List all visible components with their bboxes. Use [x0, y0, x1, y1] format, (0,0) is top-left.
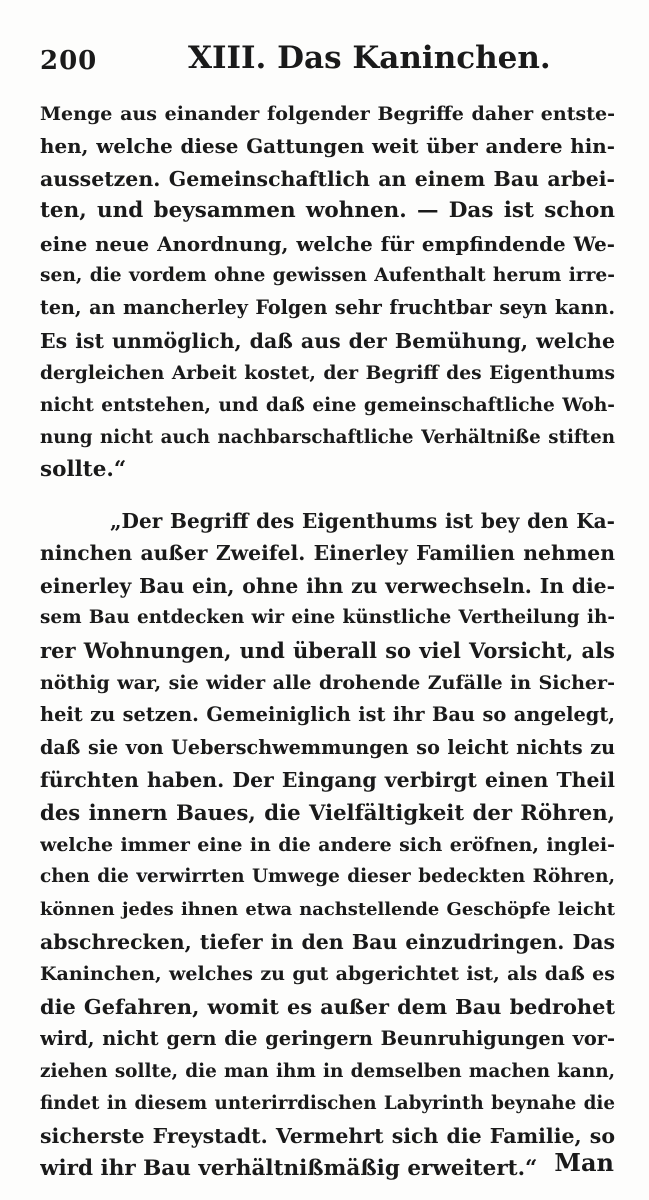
- text-line: Es ist unmöglich, daß aus der Bemühung, welche: [40, 328, 615, 353]
- text-line: sollte.“: [40, 457, 127, 483]
- text-line: können jedes ihnen etwa nachstellende Geschöpfe leicht: [40, 898, 615, 920]
- text-line: sem Bau entdecken wir eine künstliche Vertheilung ih-: [40, 607, 615, 629]
- text-line: sen, die vordem ohne gewissen Aufenthalt herum irre-: [40, 264, 615, 286]
- text-line: chen die verwirrten Umwege dieser bedeckten Röhren,: [40, 866, 615, 888]
- text-line: hen, welche diese Gattungen weit über andere hin-: [40, 134, 615, 159]
- text-line: eine neue Anordnung, welche für empfindende We-: [40, 231, 615, 256]
- page-number: 200: [40, 46, 98, 76]
- catchword: Man: [554, 1148, 614, 1177]
- text-line: dergleichen Arbeit kostet, der Begriff des Eigenthums: [40, 362, 615, 385]
- text-line: die Gefahren, womit es außer dem Bau bedrohet: [40, 993, 615, 1019]
- text-line: Menge aus einander folgender Begriffe daher entste-: [40, 103, 615, 125]
- text-line: aussetzen. Gemeinschaftlich an einem Bau arbei-: [40, 166, 615, 191]
- text-line: nung nicht auch nachbarschaftliche Verhältniße stiften: [40, 426, 615, 448]
- page-header: [40, 40, 620, 84]
- text-line: welche immer eine in die andere sich eröfnen, inglei-: [40, 833, 615, 856]
- text-line: heit zu setzen. Gemeiniglich ist ihr Bau so angelegt,: [40, 703, 615, 727]
- text-line: abschrecken, tiefer in den Bau einzudringen. Das: [40, 930, 615, 955]
- text-line: daß sie von Ueberschwemmungen so leicht nichts zu: [40, 735, 615, 759]
- text-line: ziehen sollte, die man ihm in demselben machen kann,: [40, 1060, 615, 1082]
- text-line: wird, nicht gern die geringern Beunruhigungen vor-: [40, 1027, 615, 1051]
- text-line: „Der Begriff des Eigenthums ist bey den Ka-: [110, 509, 615, 533]
- text-line: rer Wohnungen, und überall so viel Vorsicht, als: [40, 637, 615, 663]
- text-line: ninchen außer Zweifel. Einerley Familien nehmen: [40, 541, 615, 566]
- text-line: wird ihr Bau verhältnißmäßig erweitert.“: [40, 1155, 538, 1181]
- text-line: einerley Bau ein, ohne ihn zu verwechseln. In die-: [40, 573, 615, 598]
- paragraph-2: [40, 505, 615, 1185]
- text-line: nicht entstehen, und daß eine gemeinschaftliche Woh-: [40, 394, 615, 416]
- text-line: Kaninchen, welches zu gut abgerichtet ist, als daß es: [40, 963, 615, 986]
- paragraph-1: [40, 98, 615, 487]
- text-line: fürchten haben. Der Eingang verbirgt einen Theil: [40, 768, 615, 793]
- text-line: sicherste Freystadt. Vermehrt sich die Familie, so: [40, 1124, 615, 1149]
- text-line: des innern Baues, die Vielfältigkeit der Röhren,: [40, 799, 615, 825]
- text-line: ten, und beysammen wohnen. — Das ist schon: [40, 198, 615, 224]
- text-line: nöthig war, sie wider alle drohende Zufälle in Sicher-: [40, 671, 615, 694]
- text-line: ten, an mancherley Folgen sehr fruchtbar seyn kann.: [40, 296, 615, 320]
- text-line: findet in diesem unterirrdischen Labyrinth beynahe die: [40, 1093, 615, 1115]
- running-title: XIII. Das Kaninchen.: [188, 40, 551, 76]
